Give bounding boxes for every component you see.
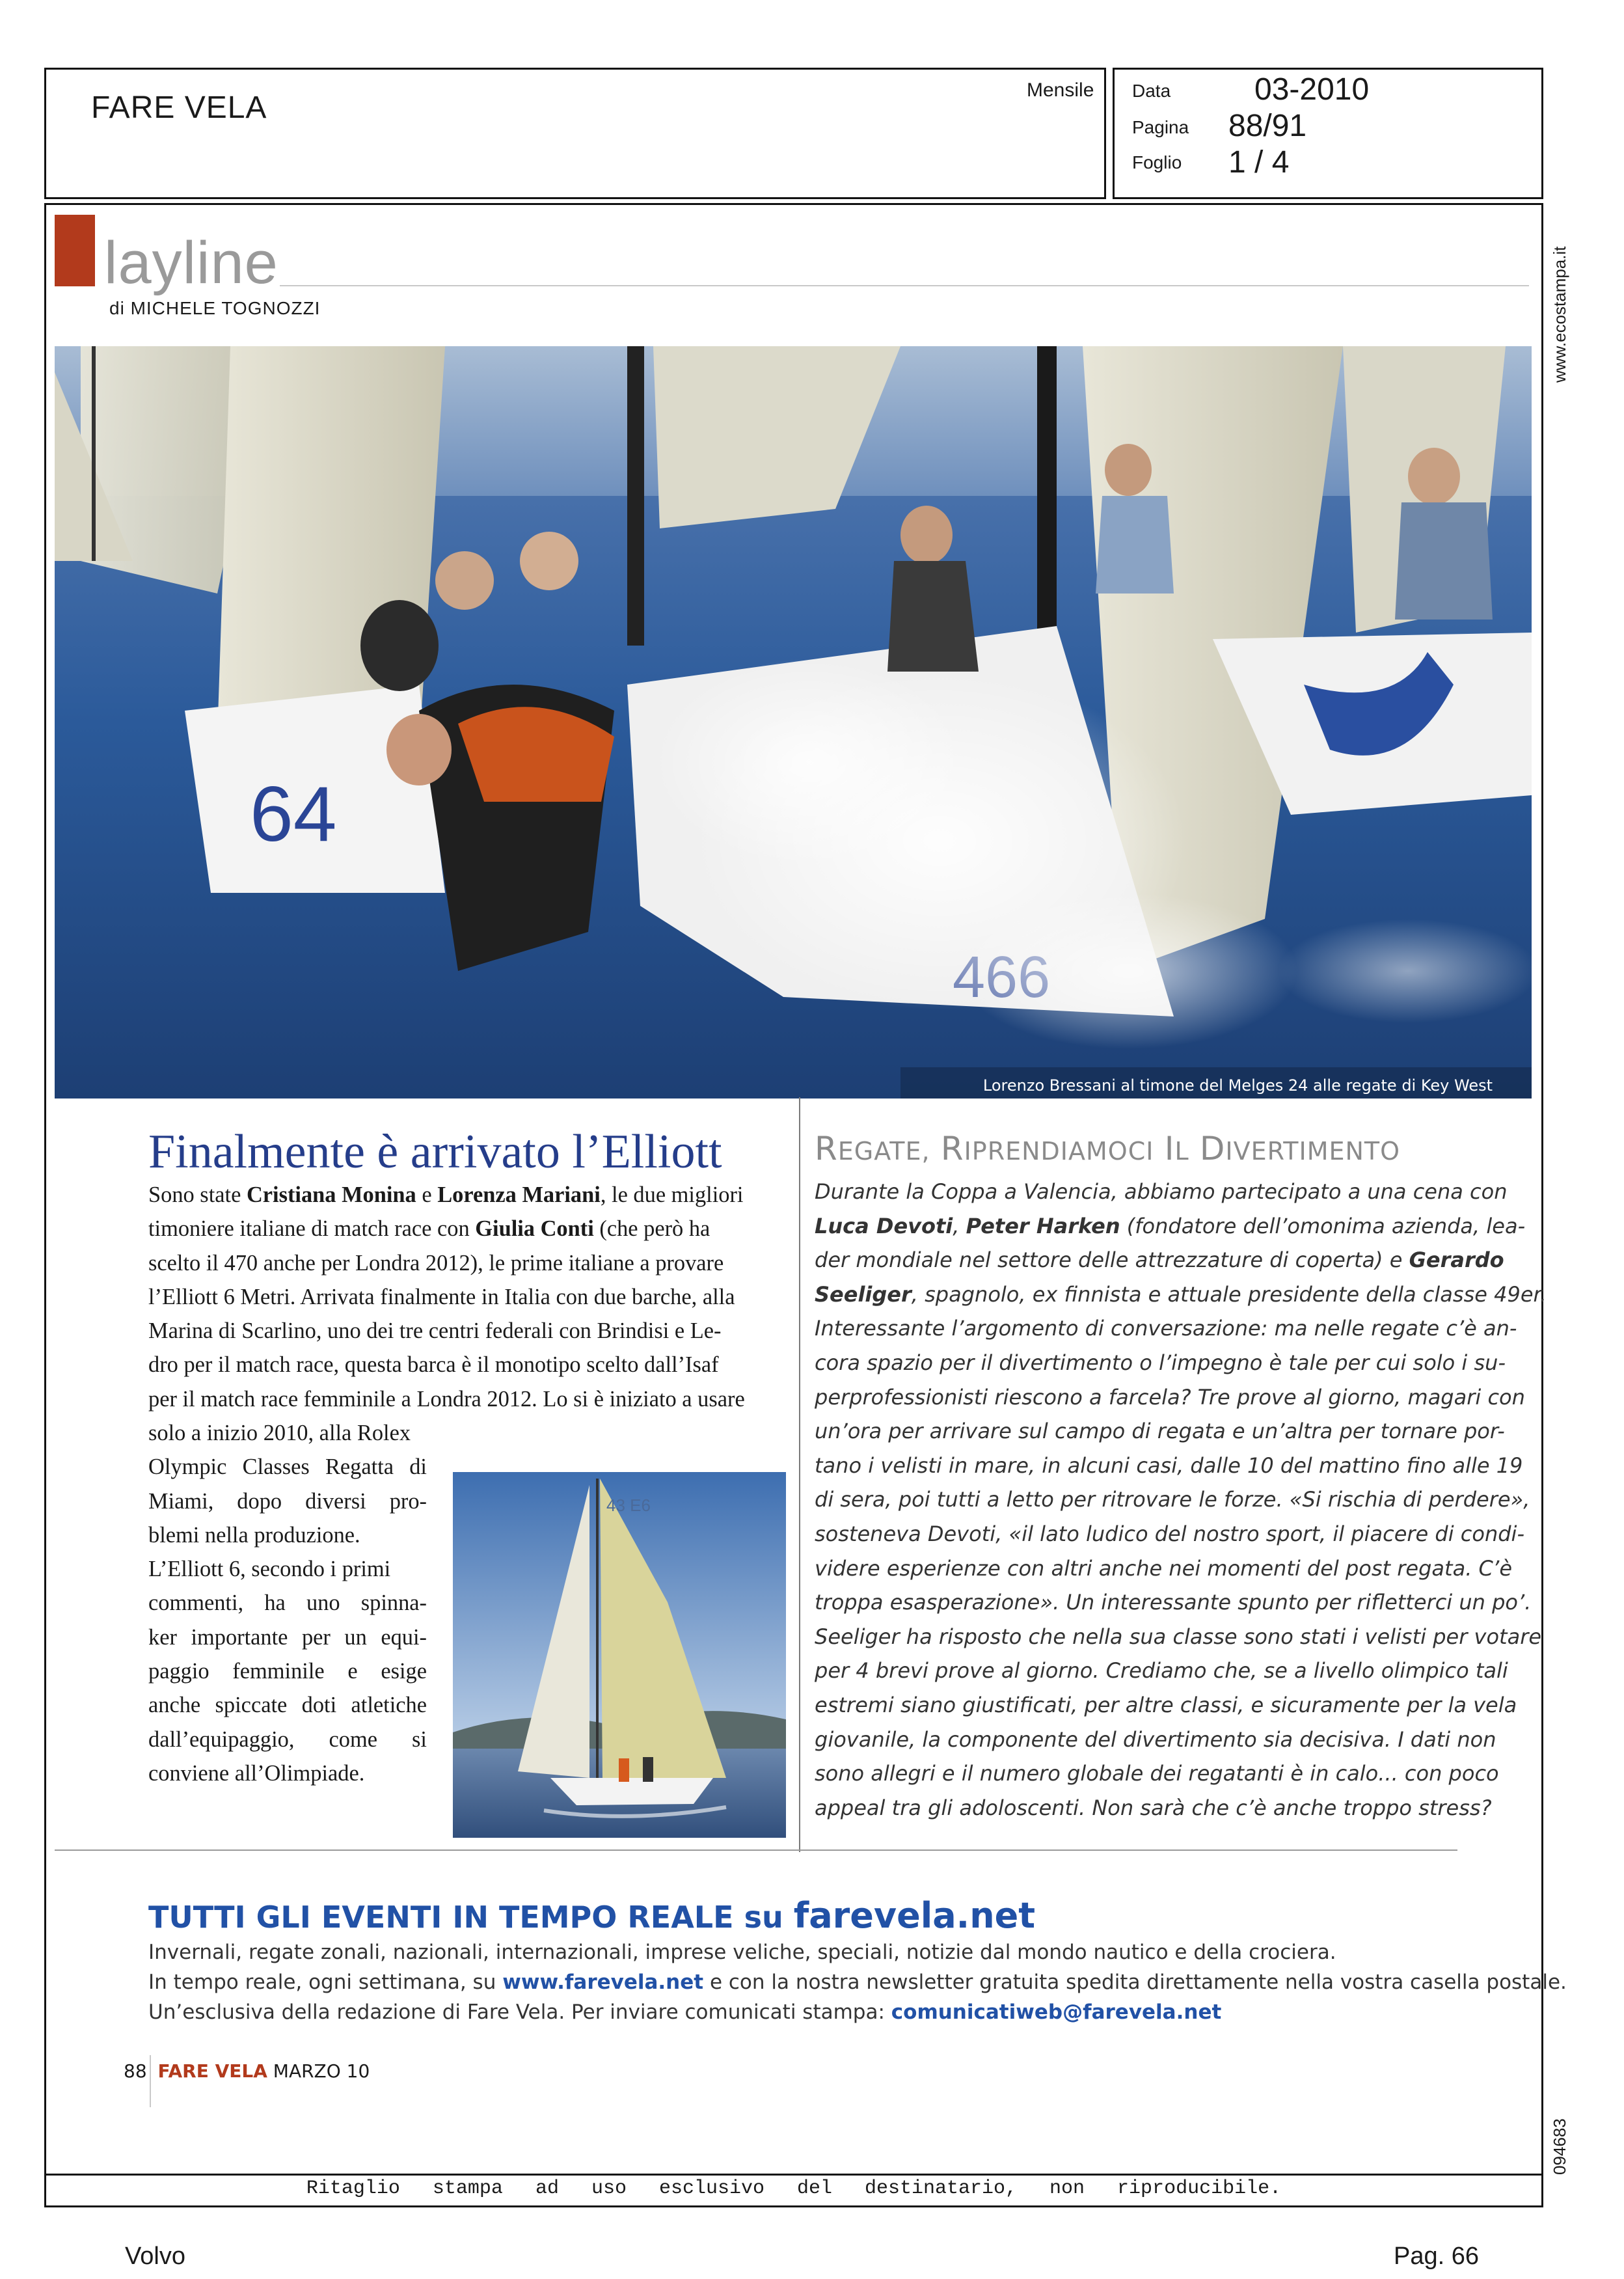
text-line: conviene all’Olimpiade.: [148, 1760, 365, 1786]
sail-number: 64: [250, 771, 337, 858]
footer-page: Pag. 66: [1394, 2243, 1479, 2270]
title-word: RIPRENDIAMOCI: [940, 1130, 1154, 1167]
photo-caption: Lorenzo Bressani al timone del Melges 24 alle regate di Key West: [982, 1076, 1493, 1095]
text-line: L’Elliott 6, secondo i primi: [148, 1557, 391, 1582]
name-highlight: Peter Harken: [966, 1213, 1120, 1238]
text-line: ker importante per un equi-: [148, 1624, 427, 1650]
text-line: Miami, dopo diversi pro-: [148, 1488, 427, 1514]
text-run: appeal tra gli adoloscenti. Non sarà che c’è anche troppo stress?: [815, 1795, 1492, 1820]
text-line: [815, 1654, 1517, 1688]
text-line: [815, 1585, 1532, 1620]
frequency-label: Mensile: [1027, 79, 1094, 101]
elliott-sail-number: 43 E6: [606, 1495, 651, 1515]
text-line: [815, 1243, 1517, 1277]
text-run: per il match race femminile a Londra 2012. Lo si è iniziato a usare: [148, 1386, 745, 1412]
folio: [124, 2060, 370, 2082]
name-highlight: Gerardo: [1409, 1248, 1504, 1273]
text-line: [815, 1517, 1524, 1551]
name-highlight: Luca Devoti: [815, 1213, 953, 1238]
farevela-link[interactable]: www.farevela.net: [502, 1971, 704, 1994]
section-rule: [55, 1849, 1457, 1851]
text-run: e: [416, 1182, 438, 1207]
text-run: troppa esasperazione». Un interessante spunto per rifletterci un po’.: [815, 1590, 1532, 1615]
folio-magazine: FARE VELA: [157, 2060, 267, 2082]
article1-body-wide: [148, 1178, 786, 1416]
text-line: [815, 1175, 1517, 1209]
main-photo: [55, 346, 1532, 1099]
text-line: [148, 1246, 786, 1280]
date-label: Data: [1132, 81, 1171, 101]
promo-headline-text: TUTTI GLI EVENTI IN TEMPO REALE: [148, 1900, 734, 1935]
text-line: [148, 1382, 786, 1416]
text-run: Marina di Scarlino, uno dei tre centri federali con Brindisi e Le-: [148, 1318, 722, 1344]
promo-line-3: [148, 2000, 1221, 2024]
text-line: [148, 1280, 786, 1314]
promo-line-1: Invernali, regate zonali, nazionali, internazionali, imprese veliche, speciali, notizie dal mondo nautico e della crociera.: [148, 1941, 1336, 1964]
text-line: [815, 1688, 1517, 1723]
title-word: IL: [1164, 1130, 1189, 1167]
text-run: , spagnolo, ex finnista e attuale presidente della classe 49er.: [911, 1281, 1547, 1307]
text-run: der mondiale nel settore delle attrezzature di coperta) e: [815, 1248, 1409, 1273]
text-run: di sera, poi tutti a letto per ritrovare le forze. «Si rischia di perdere»,: [815, 1487, 1530, 1512]
promo-line-2: [148, 1971, 1567, 1994]
text-line: [815, 1414, 1517, 1449]
text-run: un’ora per arrivare sul campo di regata e un’altra per tornare por-: [815, 1419, 1505, 1444]
sheet-value: 1 / 4: [1228, 145, 1290, 180]
article2-body: [815, 1175, 1547, 1825]
sheet-label: Foglio: [1132, 152, 1182, 172]
text-run: per 4 brevi prove al giorno. Crediamo che, se a livello olimpico tali: [815, 1658, 1508, 1684]
text-run: Sono state: [148, 1182, 247, 1207]
page-value: 88/91: [1228, 109, 1307, 143]
text-run: (fondatore dell’omonima azienda, lea-: [1120, 1213, 1526, 1238]
folio-issue: MARZO 10: [273, 2060, 370, 2082]
date-value: 03-2010: [1254, 72, 1370, 107]
promo-headline: [148, 1895, 1035, 1936]
name-highlight: Giulia Conti: [475, 1216, 594, 1242]
text-run: dro per il match race, questa barca è il monotipo scelto dall’Isaf: [148, 1352, 719, 1378]
text-run: cora spazio per il divertimento o l’impegno è tale per cui solo i su-: [815, 1350, 1506, 1375]
text-line: dall’equipaggio, come si: [148, 1726, 427, 1752]
text-line: [815, 1791, 1517, 1825]
text-line: paggio femminile e esige: [148, 1659, 427, 1684]
header-publication-box: [44, 68, 1106, 199]
text-line: [148, 1212, 786, 1246]
footer-client: Volvo: [125, 2243, 185, 2270]
text-line: [815, 1620, 1542, 1654]
title-word: DIVERTIMENTO: [1199, 1130, 1401, 1167]
column-divider: [799, 1097, 800, 1852]
text-line: anche spiccate doti atletiche: [148, 1693, 427, 1718]
text-run: sosteneva Devoti, «il lato ludico del nostro sport, il piacere di condi-: [815, 1521, 1524, 1546]
folio-page: 88: [124, 2060, 147, 2082]
text-line: [815, 1277, 1547, 1312]
text-line: [815, 1209, 1526, 1244]
promo-line-3-text: Un’esclusiva della redazione di Fare Vela. Per inviare comunicati stampa:: [148, 2000, 891, 2024]
column-kicker: layline: [104, 230, 278, 296]
text-line: [815, 1311, 1517, 1346]
promo-headline-site[interactable]: farevela.net: [793, 1895, 1036, 1936]
text-line: solo a inizio 2010, alla Rolex: [148, 1421, 411, 1445]
text-run: Seeliger ha risposto che nella sua classe sono stati i velisti per votare: [815, 1624, 1542, 1649]
text-run: Durante la Coppa a Valencia, abbiamo partecipato a una cena con: [815, 1179, 1508, 1204]
text-run: ,: [953, 1213, 966, 1238]
byline: di MICHELE TOGNOZZI: [109, 298, 321, 318]
text-run: , le due migliori: [600, 1182, 744, 1207]
text-run: giovanile, la componente del divertimento sia decisiva. I dati non: [815, 1726, 1496, 1752]
article1-title: Finalmente è arrivato l’Elliott: [148, 1125, 722, 1179]
text-line: [815, 1723, 1517, 1757]
folio-rule: [150, 2055, 151, 2107]
kicker-rule: [280, 285, 1529, 286]
text-line: [148, 1314, 786, 1348]
promo-headline-su: su: [744, 1900, 783, 1935]
promo-line-2-text-a: In tempo reale, ogni settimana, su: [148, 1971, 503, 1994]
promo-line-2-text-b: e con la nostra newsletter gratuita spedita direttamente nella vostra casella postale.: [703, 1971, 1567, 1994]
name-highlight: Seeliger: [815, 1281, 912, 1307]
page-label: Pagina: [1132, 117, 1189, 137]
title-word: REGATE,: [815, 1130, 930, 1167]
elliott-photo: [453, 1472, 786, 1838]
kicker-accent-bar: [55, 215, 95, 286]
text-run: timoniere italiane di match race con: [148, 1216, 476, 1242]
text-run: videre esperienze con altri anche nei momenti del post regata. C’è: [815, 1555, 1513, 1581]
text-line: [815, 1756, 1517, 1791]
text-line: commenti, ha uno spinna-: [148, 1590, 427, 1616]
name-highlight: Lorenza Mariani: [437, 1182, 601, 1207]
text-run: perprofessionisti riescono a farcela? Tre prove al giorno, magari con: [815, 1384, 1525, 1410]
text-run: estremi siano giustificati, per altre classi, e sicuramente per la vela: [815, 1692, 1517, 1717]
text-run: (che però ha: [593, 1216, 710, 1242]
text-run: scelto il 470 anche per Londra 2012), le prime italiane a provare: [148, 1250, 724, 1276]
text-line: [815, 1346, 1517, 1380]
text-line: [815, 1380, 1525, 1415]
text-run: sono allegri e il numero globale dei regatanti è in calo... con poco: [815, 1761, 1499, 1786]
source-site: www.ecostampa.it: [1550, 246, 1569, 383]
press-email-link[interactable]: comunicatiweb@farevela.net: [891, 2000, 1222, 2024]
text-run: l’Elliott 6 Metri. Arrivata finalmente in Italia con due barche, alla: [148, 1284, 735, 1309]
reproduction-notice: Ritaglio stampa ad uso esclusivo del destinatario, non riproducibile.: [306, 2177, 1282, 2200]
text-line: Olympic Classes Regatta di: [148, 1454, 427, 1480]
notice-rule: [44, 2174, 1543, 2176]
name-highlight: Cristiana Monina: [246, 1182, 416, 1207]
text-line: [148, 1178, 786, 1212]
text-line: [815, 1551, 1517, 1586]
article2-title: [815, 1130, 1400, 1167]
text-run: Interessante l’argomento di conversazione: ma nelle regate c’è an-: [815, 1316, 1517, 1341]
article1-body-narrow: [148, 1416, 427, 1790]
clipping-code: 094683: [1550, 2118, 1569, 2175]
text-line: blemi nella produzione.: [148, 1522, 360, 1548]
text-line: [815, 1482, 1530, 1517]
text-line: [148, 1348, 786, 1382]
publication-name: FARE VELA: [91, 90, 267, 125]
text-run: tano i velisti in mare, in alcuni casi, dalle 10 del mattino fino alle 19: [815, 1453, 1523, 1478]
text-line: [815, 1449, 1523, 1483]
